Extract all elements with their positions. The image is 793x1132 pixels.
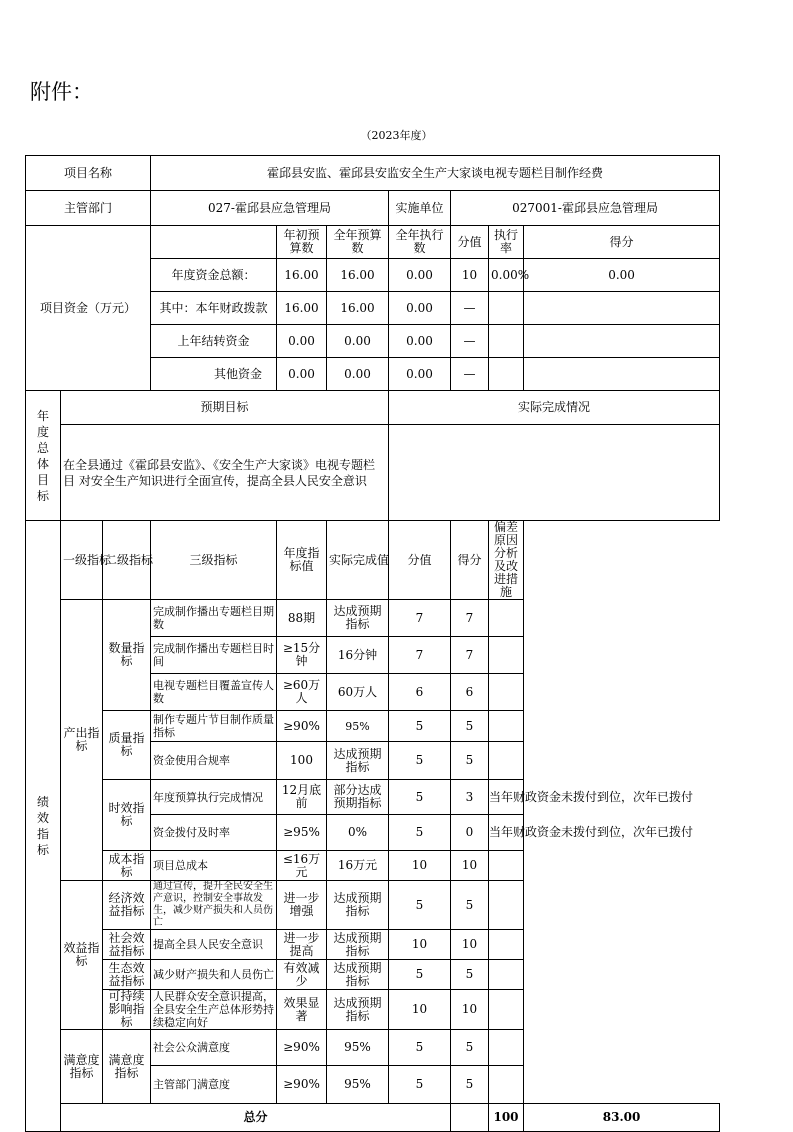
funds-row-value: — [451, 325, 489, 358]
header-score: 得分 [451, 521, 489, 600]
benefit-level2: 经济效益指标 [103, 881, 151, 930]
indicator-name: 年度预算执行完成情况 [151, 780, 277, 815]
indicator-target: ≥95% [277, 815, 327, 851]
indicator-analysis [489, 637, 524, 674]
indicator-value: 5 [389, 881, 451, 930]
total-label: 总分 [61, 1104, 451, 1132]
indicator-analysis [489, 711, 524, 742]
funds-row-label: 其中：本年财政拨款 [151, 292, 277, 325]
indicator-name: 社会公众满意度 [151, 1030, 277, 1066]
funds-header-score: 得分 [524, 226, 720, 259]
indicator-analysis [489, 960, 524, 990]
indicator-score: 3 [451, 780, 489, 815]
indicator-name: 电视专题栏目覆盖宣传人数 [151, 674, 277, 711]
quantity-label: 数量指标 [103, 600, 151, 711]
header-level3: 三级指标 [151, 521, 277, 600]
dept-value: 027-霍邱县应急管理局 [151, 191, 389, 226]
indicator-name: 资金拨付及时率 [151, 815, 277, 851]
indicator-actual: 16分钟 [327, 637, 389, 674]
indicator-value: 5 [389, 815, 451, 851]
indicator-name: 制作专题片节目制作质量指标 [151, 711, 277, 742]
indicator-score: 5 [451, 1066, 489, 1104]
total-empty [451, 1104, 489, 1132]
indicator-analysis [489, 930, 524, 960]
indicator-value: 5 [389, 742, 451, 780]
indicator-target: 进一步增强 [277, 881, 327, 930]
indicator-value: 6 [389, 674, 451, 711]
performance-table [25, 155, 720, 1132]
indicator-analysis [489, 674, 524, 711]
funds-row-value: 10 [451, 259, 489, 292]
indicator-value: 5 [389, 1066, 451, 1104]
unit-label: 实施单位 [389, 191, 451, 226]
funds-row-executed: 0.00 [389, 259, 451, 292]
indicator-target: ≥60万人 [277, 674, 327, 711]
indicator-name: 人民群众安全意识提高，全县安全生产总体形势持续稳定向好 [151, 990, 277, 1030]
funds-row-score [524, 325, 720, 358]
indicator-target: 88期 [277, 600, 327, 637]
indicator-value: 5 [389, 960, 451, 990]
indicator-value: 10 [389, 930, 451, 960]
indicator-name: 项目总成本 [151, 851, 277, 881]
goals-expected: 在全县通过《霍邱县安监》、《安全生产大家谈》电视专题栏目 对安全生产知识进行全面宣传，提高全县人民安全意识 [61, 425, 389, 521]
indicator-analysis [489, 742, 524, 780]
indicator-target: ≥90% [277, 1066, 327, 1104]
funds-header-annual: 全年预算数 [327, 226, 389, 259]
indicator-analysis [489, 600, 524, 637]
indicator-actual: 95% [327, 1030, 389, 1066]
funds-row-label: 其他资金 [151, 358, 277, 391]
funds-row-annual: 0.00 [327, 358, 389, 391]
indicator-analysis [489, 1030, 524, 1066]
cost-label: 成本指标 [103, 851, 151, 881]
indicator-value: 7 [389, 637, 451, 674]
header-target: 年度指标值 [277, 521, 327, 600]
funds-row-score [524, 358, 720, 391]
benefit-level2: 生态效益指标 [103, 960, 151, 990]
dept-label: 主管部门 [26, 191, 151, 226]
funds-row-value: — [451, 358, 489, 391]
funds-row-rate [489, 292, 524, 325]
indicator-score: 5 [451, 960, 489, 990]
indicator-actual: 95% [327, 711, 389, 742]
benefit-label: 效益指标 [61, 881, 103, 1030]
funds-header-value: 分值 [451, 226, 489, 259]
funds-row-initial: 0.00 [277, 358, 327, 391]
indicator-score: 5 [451, 881, 489, 930]
indicator-actual: 95% [327, 1066, 389, 1104]
satisfaction-level2: 满意度指标 [103, 1030, 151, 1104]
funds-row-annual: 0.00 [327, 325, 389, 358]
indicator-score: 7 [451, 637, 489, 674]
indicator-target: ≥90% [277, 1030, 327, 1066]
indicator-analysis [489, 881, 524, 930]
indicator-value: 5 [389, 711, 451, 742]
header-analysis: 偏差原因分析及改进措施 [489, 521, 524, 600]
funds-row-executed: 0.00 [389, 358, 451, 391]
funds-header-empty [151, 226, 277, 259]
indicator-value: 10 [389, 990, 451, 1030]
benefit-level2: 社会效益指标 [103, 930, 151, 960]
indicator-score: 6 [451, 674, 489, 711]
indicator-analysis: 当年财政资金未拨付到位，次年已拨付 [489, 815, 524, 851]
indicator-analysis [489, 990, 524, 1030]
indicator-actual: 0% [327, 815, 389, 851]
funds-row-label: 年度资金总额： [151, 259, 277, 292]
indicator-value: 10 [389, 851, 451, 881]
indicator-target: ≤16万元 [277, 851, 327, 881]
indicator-name: 完成制作播出专题栏目期数 [151, 600, 277, 637]
satisfaction-label: 满意度指标 [61, 1030, 103, 1104]
goals-expected-label: 预期目标 [61, 391, 389, 425]
funds-header-initial: 年初预算数 [277, 226, 327, 259]
indicator-target: 100 [277, 742, 327, 780]
indicator-actual: 达成预期指标 [327, 742, 389, 780]
funds-row-executed: 0.00 [389, 325, 451, 358]
funds-row-annual: 16.00 [327, 259, 389, 292]
header-actual: 实际完成值 [327, 521, 389, 600]
funds-row-initial: 0.00 [277, 325, 327, 358]
indicator-target: 效果显著 [277, 990, 327, 1030]
performance-label: 绩效指标 [26, 521, 61, 1132]
indicator-value: 5 [389, 1030, 451, 1066]
indicator-score: 5 [451, 1030, 489, 1066]
indicator-score: 10 [451, 851, 489, 881]
indicator-score: 7 [451, 600, 489, 637]
indicator-target: 有效减少 [277, 960, 327, 990]
indicator-name: 通过宣传，提升全民安全生产意识，控制安全事故发生，减少财产损失和人员伤亡 [151, 881, 277, 930]
funds-row-value: — [451, 292, 489, 325]
goals-actual [389, 425, 720, 521]
total-score: 83.00 [524, 1104, 720, 1132]
project-name-label: 项目名称 [26, 156, 151, 191]
funds-row-annual: 16.00 [327, 292, 389, 325]
indicator-actual: 部分达成预期指标 [327, 780, 389, 815]
indicator-analysis [489, 1066, 524, 1104]
output-label: 产出指标 [61, 600, 103, 881]
indicator-target: 进一步提高 [277, 930, 327, 960]
header-level2: 二级指标 [103, 521, 151, 600]
unit-value: 027001-霍邱县应急管理局 [451, 191, 720, 226]
funds-header-rate: 执行率 [489, 226, 524, 259]
indicator-name: 减少财产损失和人员伤亡 [151, 960, 277, 990]
funds-label: 项目资金（万元） [26, 226, 151, 391]
funds-row-score [524, 292, 720, 325]
indicator-actual: 达成预期指标 [327, 600, 389, 637]
goals-label: 年度总体目标 [26, 391, 61, 521]
indicator-target: ≥90% [277, 711, 327, 742]
funds-row-rate: 0.00% [489, 259, 524, 292]
funds-row-initial: 16.00 [277, 259, 327, 292]
indicator-actual: 16万元 [327, 851, 389, 881]
quality-label: 质量指标 [103, 711, 151, 780]
year-label: （2023年度） [360, 129, 433, 142]
header-value: 分值 [389, 521, 451, 600]
goals-actual-label: 实际完成情况 [389, 391, 720, 425]
funds-header-executed: 全年执行数 [389, 226, 451, 259]
funds-row-executed: 0.00 [389, 292, 451, 325]
funds-row-rate [489, 325, 524, 358]
indicator-name: 完成制作播出专题栏目时间 [151, 637, 277, 674]
attachment-label: 附件： [30, 80, 93, 104]
header-level1: 一级指标 [61, 521, 103, 600]
indicator-score: 10 [451, 930, 489, 960]
funds-row-label: 上年结转资金 [151, 325, 277, 358]
indicator-target: 12月底前 [277, 780, 327, 815]
indicator-actual: 达成预期指标 [327, 881, 389, 930]
indicator-score: 5 [451, 711, 489, 742]
indicator-target: ≥15分钟 [277, 637, 327, 674]
total-value: 100 [489, 1104, 524, 1132]
indicator-name: 提高全县人民安全意识 [151, 930, 277, 960]
benefit-level2: 可持续影响指标 [103, 990, 151, 1030]
timeliness-label: 时效指标 [103, 780, 151, 851]
indicator-name: 资金使用合规率 [151, 742, 277, 780]
indicator-value: 5 [389, 780, 451, 815]
indicator-actual: 达成预期指标 [327, 990, 389, 1030]
project-name: 霍邱县安监、霍邱县安监安全生产大家谈电视专题栏目制作经费 [151, 156, 720, 191]
indicator-value: 7 [389, 600, 451, 637]
indicator-actual: 60万人 [327, 674, 389, 711]
indicator-actual: 达成预期指标 [327, 960, 389, 990]
indicator-score: 0 [451, 815, 489, 851]
funds-row-initial: 16.00 [277, 292, 327, 325]
indicator-score: 5 [451, 742, 489, 780]
funds-row-score: 0.00 [524, 259, 720, 292]
funds-row-rate [489, 358, 524, 391]
indicator-analysis [489, 851, 524, 881]
indicator-analysis: 当年财政资金未拨付到位，次年已拨付 [489, 780, 524, 815]
indicator-score: 10 [451, 990, 489, 1030]
indicator-name: 主管部门满意度 [151, 1066, 277, 1104]
indicator-actual: 达成预期指标 [327, 930, 389, 960]
